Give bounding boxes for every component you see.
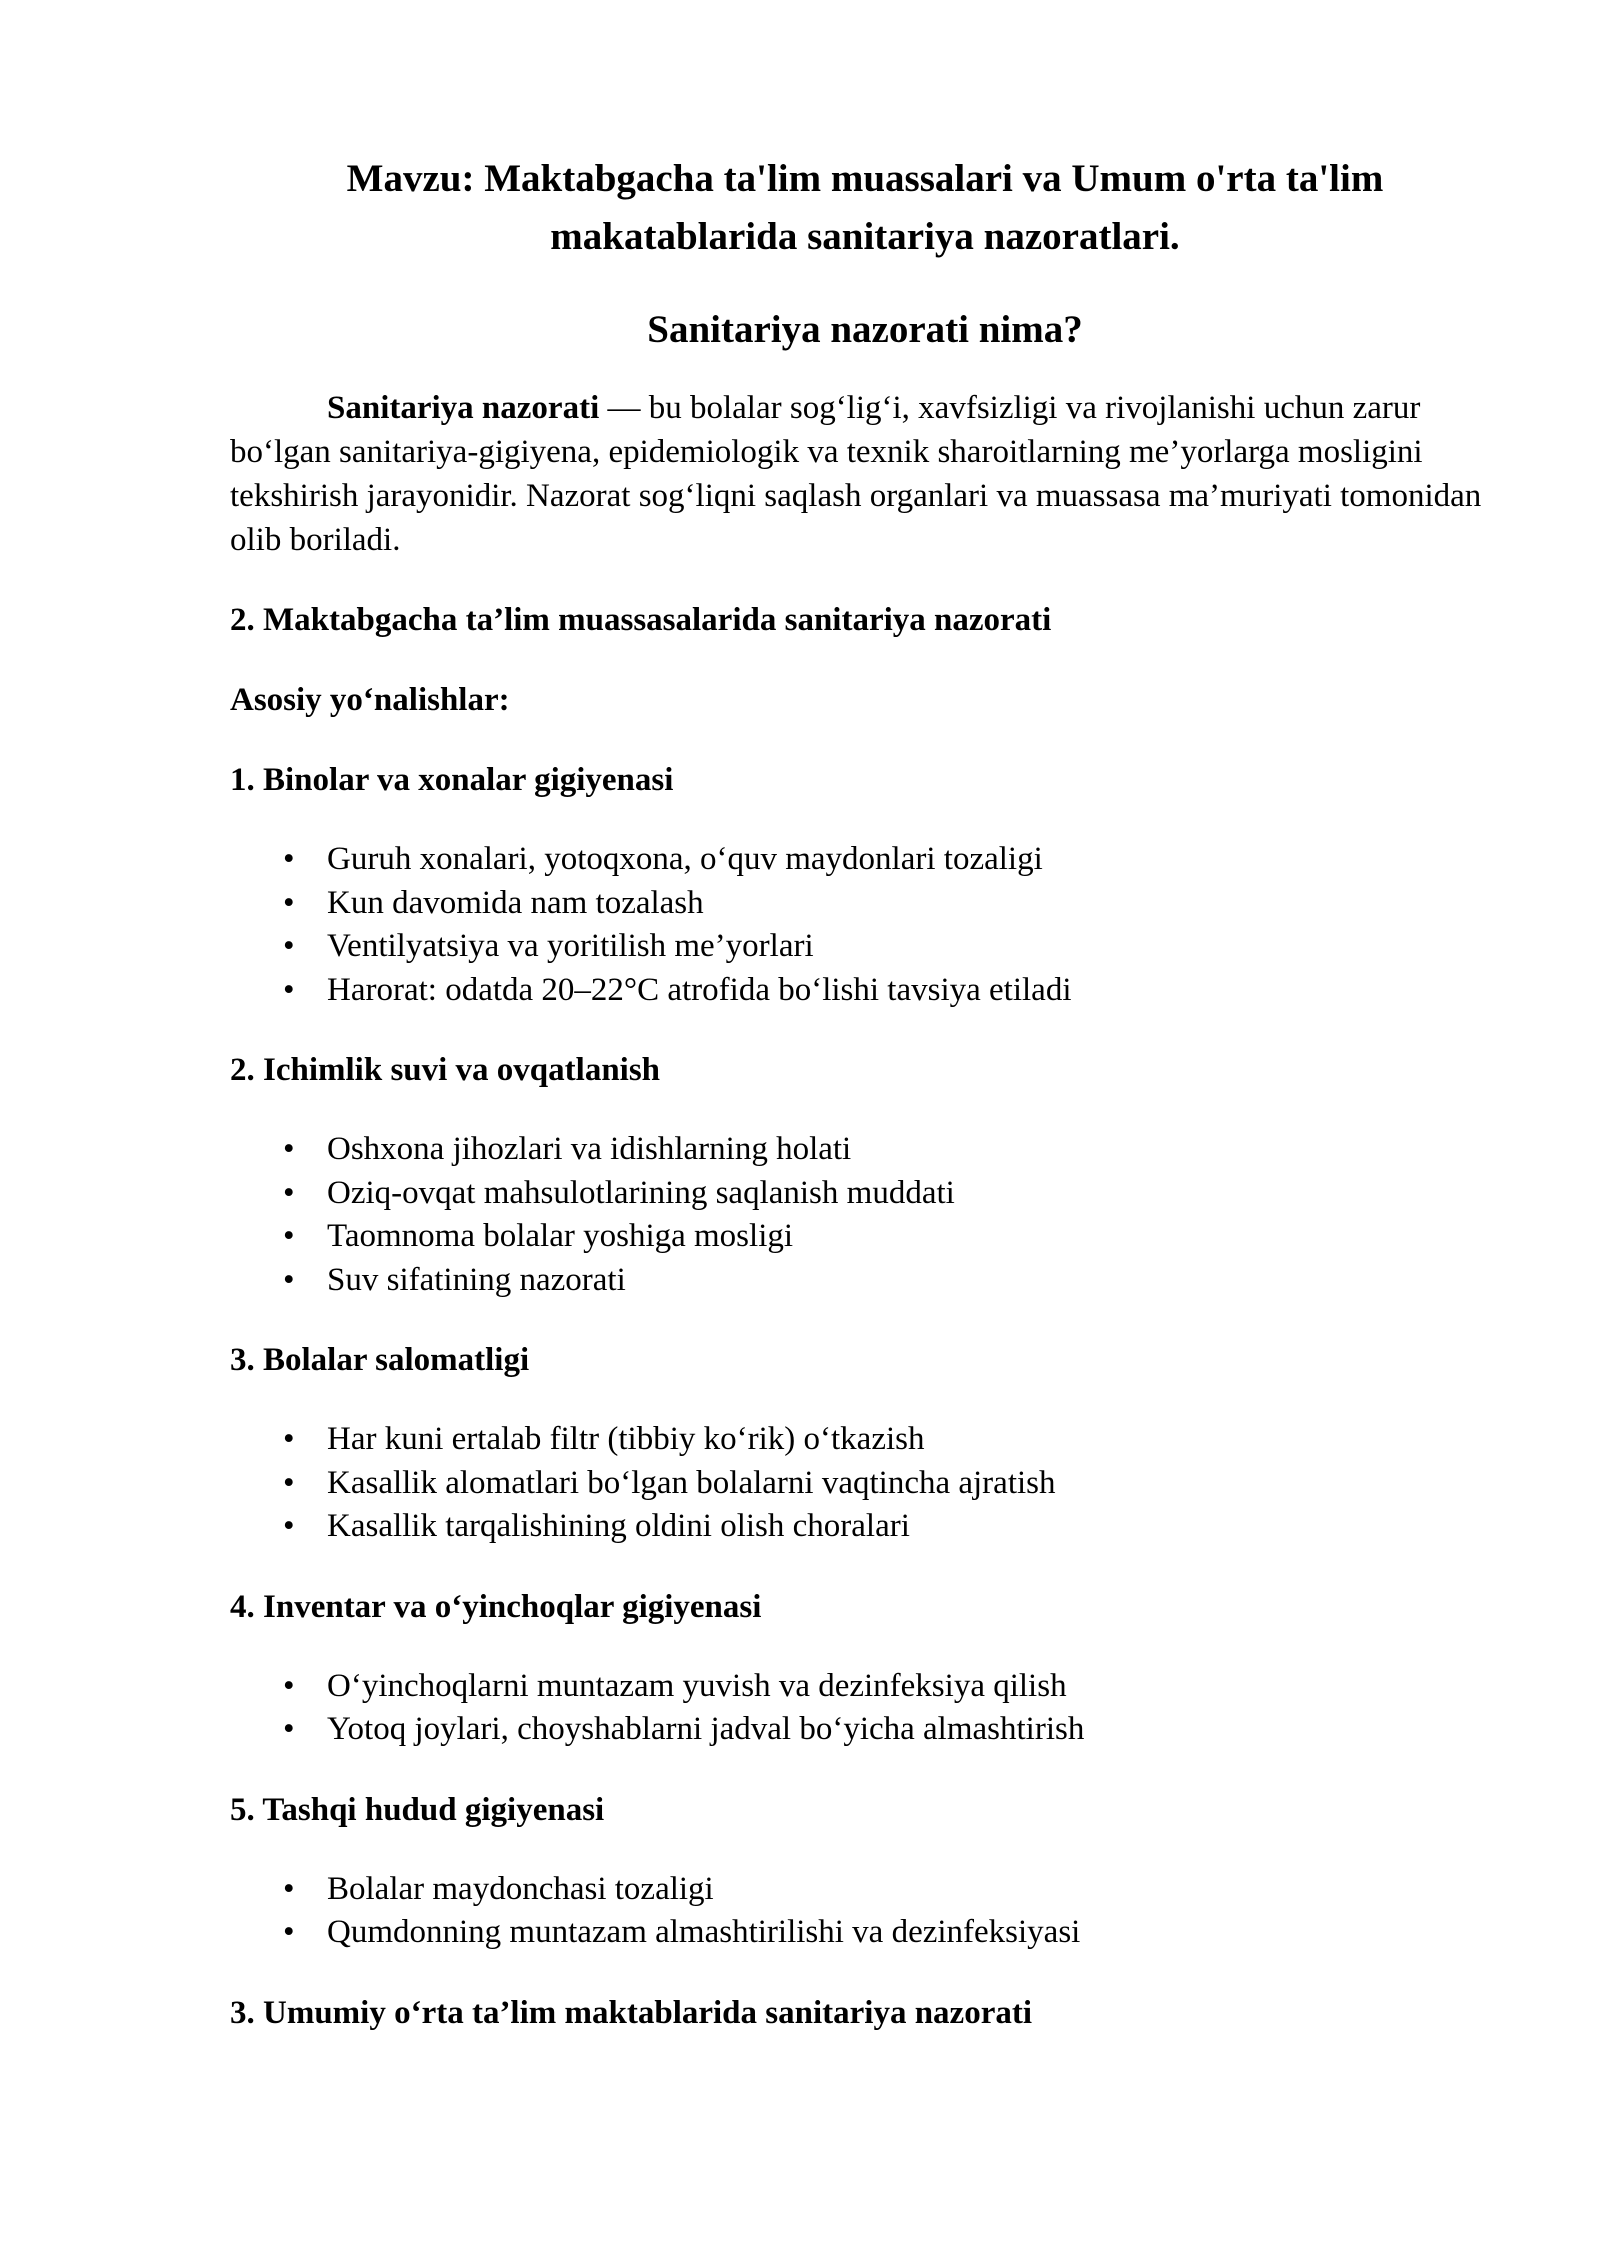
list-item	[230, 1708, 1500, 1752]
list-item	[230, 1462, 1500, 1506]
list-item	[230, 1868, 1500, 1912]
list-item-text: Qumdonning muntazam almashtirilishi va dezinfeksiyasi	[327, 1914, 1081, 1950]
bullet-list	[230, 1665, 1500, 1752]
bullet-icon: •	[283, 1870, 295, 1907]
subsection-heading: 2. Ichimlik suvi va ovqatlanish	[230, 1052, 661, 1088]
section-subtitle: Sanitariya nazorati nima?	[647, 308, 1083, 351]
subsection-heading: 1. Binolar va xonalar gigiyenasi	[230, 762, 674, 798]
bullet-icon: •	[283, 1711, 295, 1747]
directions-label: Asosiy yo‘nalishlar:	[230, 682, 510, 718]
list-item-text: Taomnoma bolalar yoshiga mosligi	[327, 1218, 794, 1254]
list-item-text: Suv sifatining nazorati	[327, 1261, 626, 1298]
bullet-icon: •	[283, 1261, 295, 1298]
bullet-icon: •	[283, 928, 295, 964]
intro-term: Sanitariya nazorati	[327, 390, 600, 426]
list-item-text: Guruh xonalari, yotoqxona, o‘quv maydonlari tozaligi	[327, 841, 1043, 877]
list-item	[230, 969, 1500, 1013]
intro-paragraph	[230, 386, 1500, 562]
list-item-text: Bolalar maydonchasi tozaligi	[327, 1870, 714, 1907]
list-item-text: Harorat: odatda 20–22°C atrofida bo‘lishi tavsiya etiladi	[327, 971, 1072, 1008]
list-item	[230, 1665, 1500, 1709]
subsection-heading: 5. Tashqi hudud gigiyenasi	[230, 1791, 605, 1828]
list-item-text: Oshxona jihozlari va idishlarning holati	[327, 1131, 852, 1167]
list-item	[230, 1215, 1500, 1259]
subsection-heading: 3. Bolalar salomatligi	[230, 1342, 530, 1378]
bullet-icon: •	[283, 1508, 295, 1544]
intro-text: — bu bolalar sog‘lig‘i, xavfsizligi va rivojlanishi uchun zarur bo‘lgan sanitariya-gigiyena, epidemiologik va texnik sharoitlarning me’yorlarga mosligini tekshirish jarayonidir. Nazorat sog‘liqni saqlash organlari va muassasa ma’muriyati tomonidan olib boriladi.	[230, 390, 1482, 558]
list-item	[230, 1259, 1500, 1303]
bullet-icon: •	[283, 1914, 295, 1950]
list-item-text: Kasallik tarqalishining oldini olish choralari	[327, 1508, 910, 1544]
list-item-text: Kun davomida nam tozalash	[327, 884, 704, 921]
bullet-icon: •	[283, 971, 295, 1008]
list-item-text: Ventilyatsiya va yoritilish me’yorlari	[327, 928, 814, 964]
list-item	[230, 882, 1500, 926]
list-item	[230, 1418, 1500, 1462]
bullet-icon: •	[283, 1174, 295, 1211]
bullet-list	[230, 1418, 1500, 1549]
bullet-icon: •	[283, 1464, 295, 1501]
bullet-icon: •	[283, 1131, 295, 1167]
list-item	[230, 838, 1500, 882]
list-item-text: Har kuni ertalab filtr (tibbiy ko‘rik) o‘tkazish	[327, 1421, 925, 1457]
list-item-text: Oziq-ovqat mahsulotlarining saqlanish muddati	[327, 1174, 955, 1211]
section-3-heading: 3. Umumiy o‘rta ta’lim maktablarida sanitariya nazorati	[230, 1994, 1033, 2031]
list-item	[230, 1505, 1500, 1549]
bullet-list	[230, 1868, 1500, 1955]
document-content	[230, 150, 1500, 2033]
list-item	[230, 1128, 1500, 1172]
bullet-icon: •	[283, 1218, 295, 1254]
document-title: Mavzu: Maktabgacha ta'lim muassalari va Umum o'rta ta'lim makatablarida sanitariya nazoratlari.	[346, 157, 1384, 258]
bullet-list	[230, 1128, 1500, 1302]
list-item-text: O‘yinchoqlarni muntazam yuvish va dezinfeksiya qilish	[327, 1667, 1067, 1704]
list-item-text: Yotoq joylari, choyshablarni jadval bo‘yicha almashtirish	[327, 1711, 1085, 1747]
list-item	[230, 1172, 1500, 1216]
list-item-text: Kasallik alomatlari bo‘lgan bolalarni vaqtincha ajratish	[327, 1464, 1056, 1501]
list-item	[230, 1911, 1500, 1955]
bullet-icon: •	[283, 884, 295, 921]
bullet-icon: •	[283, 1667, 295, 1704]
list-item	[230, 925, 1500, 969]
bullet-list	[230, 838, 1500, 1012]
bullet-icon: •	[283, 1421, 295, 1457]
subsection-heading: 4. Inventar va o‘yinchoqlar gigiyenasi	[230, 1588, 762, 1625]
section-2-heading: 2. Maktabgacha ta’lim muassasalarida sanitariya nazorati	[230, 602, 1052, 638]
bullet-icon: •	[283, 841, 295, 877]
